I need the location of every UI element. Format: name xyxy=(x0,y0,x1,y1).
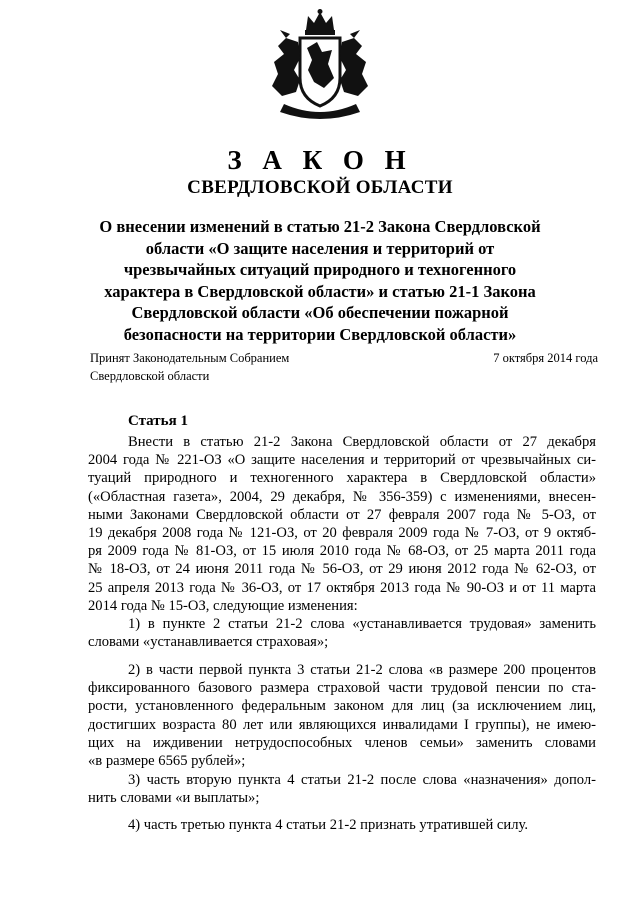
article-paragraph xyxy=(88,816,596,834)
article-paragraph xyxy=(88,433,596,615)
text-line: рости, установленного федеральным законом для лиц (за исключением лиц, xyxy=(88,698,596,715)
text-line: Внести в статью 21-2 Закона Свердловской области от 27 декабря xyxy=(128,434,596,450)
law-title-line: чрезвычайных ситуаций природного и техногенного xyxy=(123,260,517,280)
law-title-line: безопасности на территории Свердловской области» xyxy=(123,324,517,344)
text-line: щих на иждивении нетрудоспособных членов семьи» заменить словами xyxy=(88,734,596,751)
adopted-by-line: Принят Законодательным Собранием xyxy=(90,351,290,365)
issuer-subtitle: СВЕРДЛОВСКОЙ ОБЛАСТИ xyxy=(187,177,453,198)
article-paragraph xyxy=(88,615,596,651)
text-line: «в размере 6565 рублей»; xyxy=(88,753,246,770)
text-line: № 18-ОЗ, от 24 июня 2011 года № 56-ОЗ, от 29 июня 2012 года № 62-ОЗ, от xyxy=(88,561,596,578)
text-line: 2) в части первой пункта 3 статьи 21-2 слова «в размере 200 процентов xyxy=(128,662,596,678)
text-line: достигших возраста 80 лет или являющихся инвалидами I группы), не имею- xyxy=(88,716,596,733)
text-line: 19 декабря 2008 года № 121-ОЗ, от 20 февраля 2009 года № 7-ОЗ, от 9 октяб- xyxy=(88,525,596,542)
law-title-line: характера в Свердловской области» и статью 21-1 Закона xyxy=(104,281,536,301)
document-type-title: З А К О Н xyxy=(227,145,413,175)
text-line: фиксированного базового размера страховой части трудовой пенсии по ста- xyxy=(88,680,596,697)
text-line: 1) в пункте 2 статьи 21-2 слова «устанавливается трудовая» заменить xyxy=(128,616,596,632)
adoption-date: 7 октября 2014 года xyxy=(493,351,598,365)
text-line: 25 апреля 2013 года № 36-ОЗ, от 17 октября 2013 года № 90-ОЗ и от 11 марта xyxy=(88,579,596,596)
text-line: 2014 года № 15-ОЗ, следующие изменения: xyxy=(88,597,358,614)
law-title xyxy=(92,216,548,346)
text-line: нить словами «и выплаты»; xyxy=(88,790,260,807)
text-line: ными Законами Свердловской области от 27 февраля 2007 года № 5-ОЗ, от xyxy=(88,506,596,523)
text-line: 3) часть вторую пункта 4 статьи 21-2 после слова «назначения» допол- xyxy=(128,772,596,788)
law-title-line: области «О защите населения и территорий от xyxy=(145,238,495,258)
article-heading: Статья 1 xyxy=(128,413,188,429)
law-title-line: О внесении изменений в статью 21-2 Закона Свердловской xyxy=(99,217,541,236)
text-line: словами «устанавливается страховая»; xyxy=(88,634,329,651)
article-paragraph xyxy=(88,771,596,807)
coat-of-arms-icon xyxy=(262,8,378,122)
text-line: («Областная газета», 2004, 29 декабря, № 356-359) с изменениями, внесен- xyxy=(88,488,596,505)
text-line: 4) часть третью пункта 4 статьи 21-2 признать утратившей силу. xyxy=(128,817,528,833)
law-title-line: Свердловской области «Об обеспечении пожарной xyxy=(131,303,509,323)
adopted-by xyxy=(90,349,289,385)
text-line: ря 2009 года № 81-ОЗ, от 15 июля 2010 года № 68-ОЗ, от 25 марта 2011 года xyxy=(88,543,596,560)
text-line: 2004 года № 221-ОЗ «О защите населения и территорий от чрезвычайных си- xyxy=(88,452,596,469)
article-paragraph xyxy=(88,661,596,770)
adopted-by-line: Свердловской области xyxy=(90,369,210,383)
text-line: туаций природного и техногенного характера в Свердловской области» xyxy=(88,470,596,487)
